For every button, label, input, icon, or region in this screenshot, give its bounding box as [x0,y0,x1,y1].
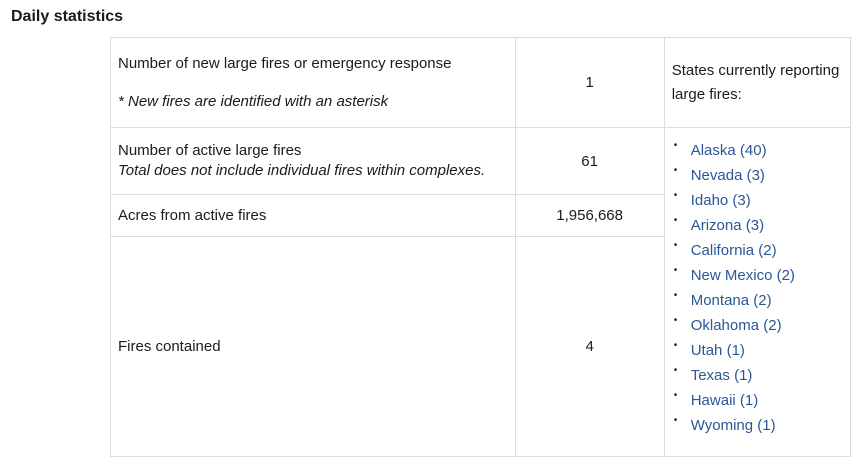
state-link[interactable]: New Mexico (2) [690,267,795,284]
state-list-item [672,138,843,163]
state-list-item [672,388,843,413]
state-list-item [672,213,843,238]
state-list-item [672,288,843,313]
new-fires-label: Number of new large fires or emergency response [118,54,452,72]
daily-statistics-table [110,37,851,457]
state-list-item [672,338,843,363]
state-list-item [672,313,843,338]
state-link[interactable]: Hawaii (1) [690,392,759,409]
bullet-icon: • [673,315,678,326]
bullet-icon: • [673,390,678,401]
state-list-item [672,238,843,263]
bullet-icon: • [673,365,678,376]
table-row-new-fires [111,38,851,128]
contained-value: 4 [515,237,664,457]
table-row-active-fires [111,128,851,195]
bullet-icon: • [673,290,678,301]
bullet-icon: • [673,240,678,251]
page-heading: Daily statistics [11,8,124,25]
state-list-item [672,363,843,388]
new-fires-note: * New fires are identified with an asterisk [118,92,389,110]
bullet-icon: • [673,140,678,151]
state-link[interactable]: Oklahoma (2) [690,317,782,334]
state-list [672,138,843,438]
states-list-cell [664,128,850,457]
bullet-icon: • [673,265,678,276]
acres-value: 1,956,668 [515,195,664,237]
bullet-icon: • [673,190,678,201]
acres-label: Acres from active fires [111,195,516,237]
contained-label: Fires contained [111,237,516,457]
state-list-item [672,413,843,438]
state-list-item [672,163,843,188]
state-link[interactable]: Arizona (3) [690,217,765,234]
new-fires-label-cell [111,38,516,128]
states-header: States currently reporting large fires: [664,38,850,128]
active-fires-value: 61 [515,128,664,195]
active-fires-label-cell [111,128,516,195]
state-link[interactable]: Wyoming (1) [690,417,776,434]
state-link[interactable]: Idaho (3) [690,192,751,209]
state-link[interactable]: Texas (1) [690,367,753,384]
active-fires-label: Number of active large fires [118,142,302,159]
bullet-icon: • [673,215,678,226]
new-fires-value: 1 [515,38,664,128]
state-link[interactable]: Nevada (3) [690,167,765,184]
state-link[interactable]: Alaska (40) [690,142,767,159]
state-link[interactable]: California (2) [690,242,777,259]
bullet-icon: • [673,165,678,176]
active-fires-note: Total does not include individual fires within complexes. [118,162,486,179]
bullet-icon: • [673,415,678,426]
state-link[interactable]: Montana (2) [690,292,772,309]
state-link[interactable]: Utah (1) [690,342,745,359]
state-list-item [672,263,843,288]
bullet-icon: • [673,340,678,351]
state-list-item [672,188,843,213]
